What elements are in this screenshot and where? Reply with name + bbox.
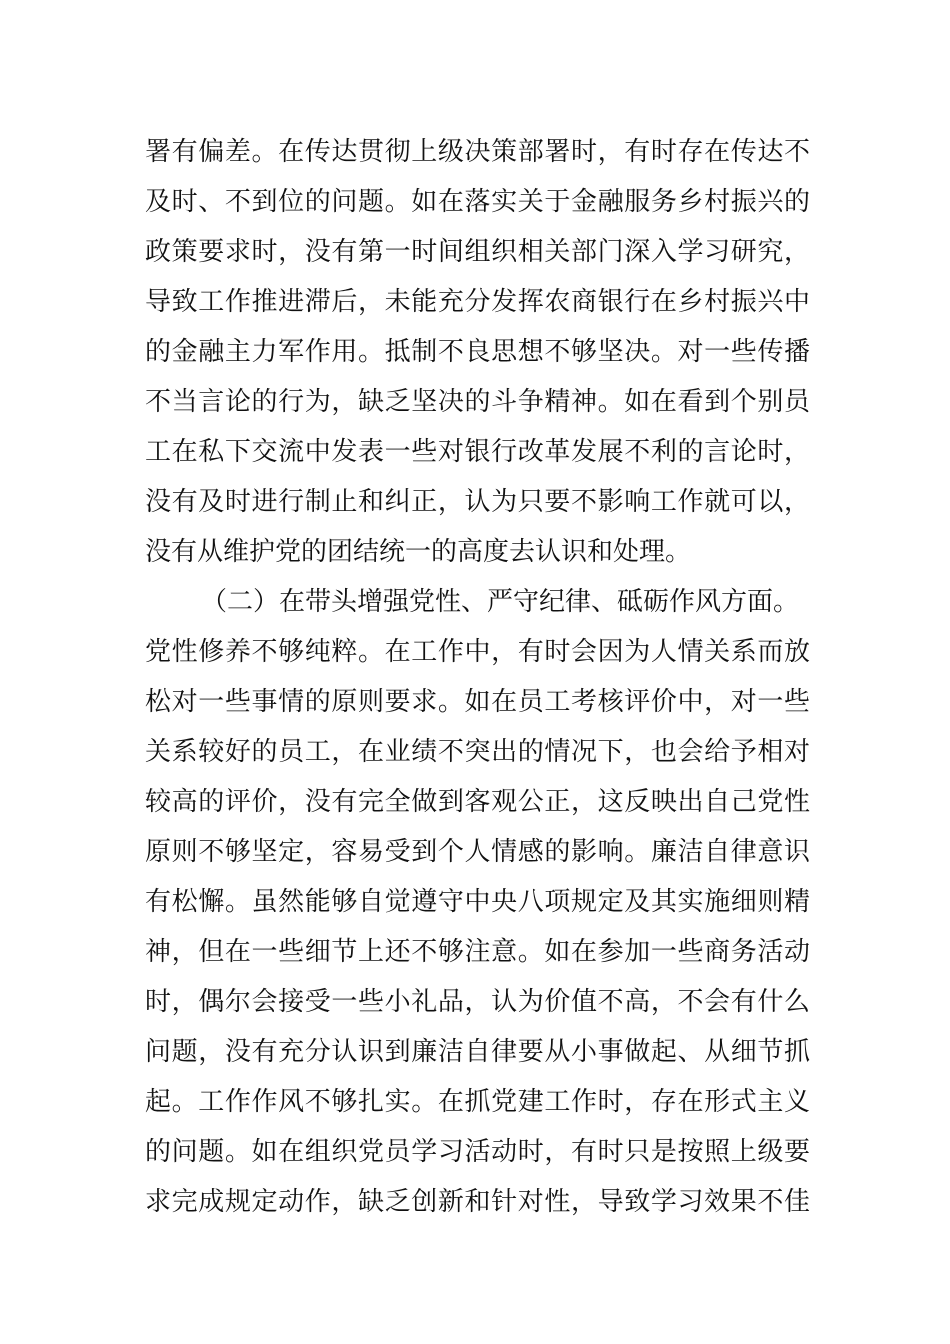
paragraph-line: 政策要求时，没有第一时间组织相关部门深入学习研究， [145, 237, 810, 267]
paragraph-line: 原则不够坚定，容易受到个人情感的影响。廉洁自律意识 [145, 837, 810, 867]
paragraph-line: 神，但在一些细节上还不够注意。如在参加一些商务活动 [145, 937, 810, 967]
section-heading: （二）在带头增强党性、严守纪律、砥砺作风方面。 [201, 587, 800, 617]
paragraph-line: 署有偏差。在传达贯彻上级决策部署时，有时存在传达不 [145, 137, 810, 167]
paragraph-line: 工在私下交流中发表一些对银行改革发展不利的言论时， [145, 437, 810, 467]
paragraph-line: 有松懈。虽然能够自觉遵守中央八项规定及其实施细则精 [145, 887, 810, 917]
paragraph-line: 没有从维护党的团结统一的高度去认识和处理。 [145, 537, 692, 567]
document-body [145, 127, 810, 1227]
paragraph-line: 没有及时进行制止和纠正，认为只要不影响工作就可以， [145, 487, 810, 517]
paragraph-line: 较高的评价，没有完全做到客观公正，这反映出自己党性 [145, 787, 810, 817]
paragraph-line: 的金融主力军作用。抵制不良思想不够坚决。对一些传播 [145, 337, 810, 367]
paragraph-line: 求完成规定动作，缺乏创新和针对性，导致学习效果不佳 [145, 1187, 810, 1217]
paragraph-line: 时，偶尔会接受一些小礼品，认为价值不高，不会有什么 [145, 987, 810, 1017]
paragraph-line: 导致工作推进滞后，未能充分发挥农商银行在乡村振兴中 [145, 287, 810, 317]
paragraph-line: 问题，没有充分认识到廉洁自律要从小事做起、从细节抓 [145, 1037, 810, 1067]
paragraph-line: 起。工作作风不够扎实。在抓党建工作时，存在形式主义 [145, 1087, 810, 1117]
paragraph-line: 不当言论的行为，缺乏坚决的斗争精神。如在看到个别员 [145, 387, 810, 417]
paragraph-line: 的问题。如在组织党员学习活动时，有时只是按照上级要 [145, 1137, 810, 1167]
paragraph-line: 及时、不到位的问题。如在落实关于金融服务乡村振兴的 [145, 187, 810, 217]
paragraph-line: 松对一些事情的原则要求。如在员工考核评价中，对一些 [145, 687, 810, 717]
paragraph-line: 党性修养不够纯粹。在工作中，有时会因为人情关系而放 [145, 637, 810, 667]
paragraph-line: 关系较好的员工，在业绩不突出的情况下，也会给予相对 [145, 737, 810, 767]
